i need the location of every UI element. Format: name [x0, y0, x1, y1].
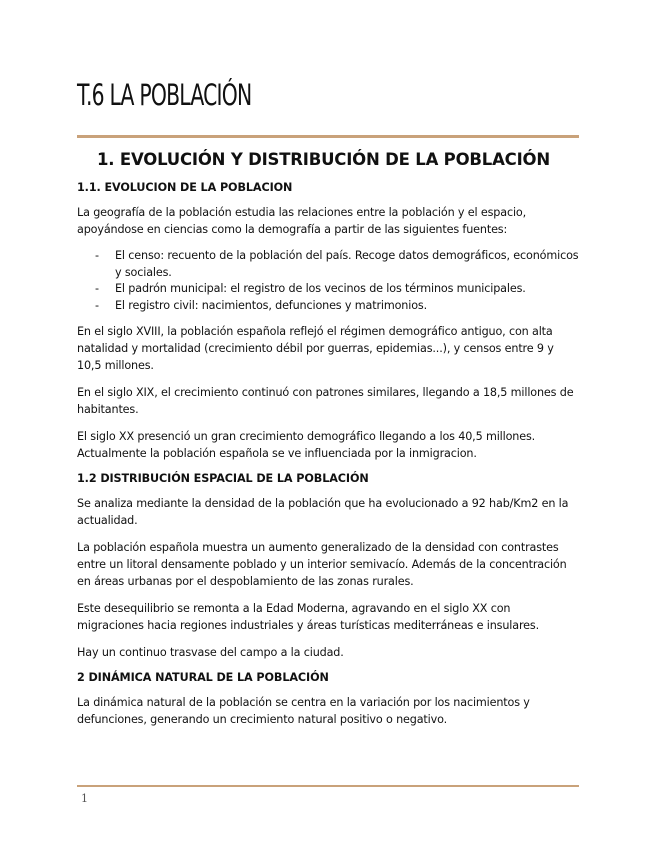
footer-divider — [77, 785, 579, 787]
document-body — [77, 150, 579, 738]
bullet-marker: - — [95, 282, 99, 295]
paragraph: La dinámica natural de la población se centra en la variación por los nacimientos y defunciones, generando un crecimiento natural positivo o negativo. — [77, 696, 530, 726]
paragraph: Hay un continuo trasvase del campo a la ciudad. — [77, 646, 344, 659]
bullet-marker: - — [95, 298, 99, 312]
sources-list — [77, 248, 579, 314]
paragraph: El siglo XX presenció un gran crecimiento demográfico llegando a los 40,5 millones. Actualmente la población española se ve influenciada por la inmigracion. — [77, 430, 536, 460]
page-title: T.6 LA POBLACIÓN — [77, 78, 252, 112]
section-heading-dinamica: 2 DINÁMICA NATURAL DE LA POBLACIÓN — [77, 671, 329, 684]
paragraph: En el siglo XIX, el crecimiento continuó con patrones similares, llegando a 18,5 millones de habitantes. — [77, 386, 574, 416]
list-item-text: El registro civil: nacimientos, defunciones y matrimonios. — [115, 298, 427, 312]
bullet-marker: - — [95, 249, 99, 262]
paragraph-intro: La geografía de la población estudia las relaciones entre la población y el espacio, apoyándose en ciencias como la demografía a partir de las siguientes fuentes: — [77, 206, 527, 236]
paragraph: Se analiza mediante la densidad de la población que ha evolucionado a 92 hab/Km2 en la actualidad. — [77, 497, 569, 527]
list-item — [77, 298, 579, 315]
list-item-text: El censo: recuento de la población del país. Recoge datos demográficos, económicos y sociales. — [115, 249, 579, 279]
header-divider — [77, 135, 579, 138]
list-item-text: El padrón municipal: el registro de los vecinos de los términos municipales. — [115, 282, 526, 295]
subsection-heading-distribucion: 1.2 DISTRIBUCIÓN ESPACIAL DE LA POBLACIÓN — [77, 472, 369, 485]
subsection-heading-evolucion: 1.1. EVOLUCION DE LA POBLACION — [77, 181, 293, 194]
paragraph: En el siglo XVIII, la población española reflejó el régimen demográfico antiguo, con alta natalidad y mortalidad (crecimiento débil por guerras, epidemias...), y censos entre 9 y 10,5 millones. — [77, 325, 554, 372]
page-number: 1 — [81, 792, 88, 805]
list-item — [77, 248, 579, 281]
section-heading: 1. EVOLUCIÓN Y DISTRIBUCIÓN DE LA POBLACIÓN — [97, 150, 550, 169]
list-item — [77, 281, 579, 298]
paragraph: Este desequilibrio se remonta a la Edad Moderna, agravando en el siglo XX con migraciones hacia regiones industriales y áreas turísticas mediterráneas e insulares. — [77, 602, 539, 632]
paragraph: La población española muestra un aumento generalizado de la densidad con contrastes entre un litoral densamente poblado y un interior semivacío. Además de la concentración en áreas urbanas por el despoblamiento de las zonas rurales. — [77, 541, 567, 588]
